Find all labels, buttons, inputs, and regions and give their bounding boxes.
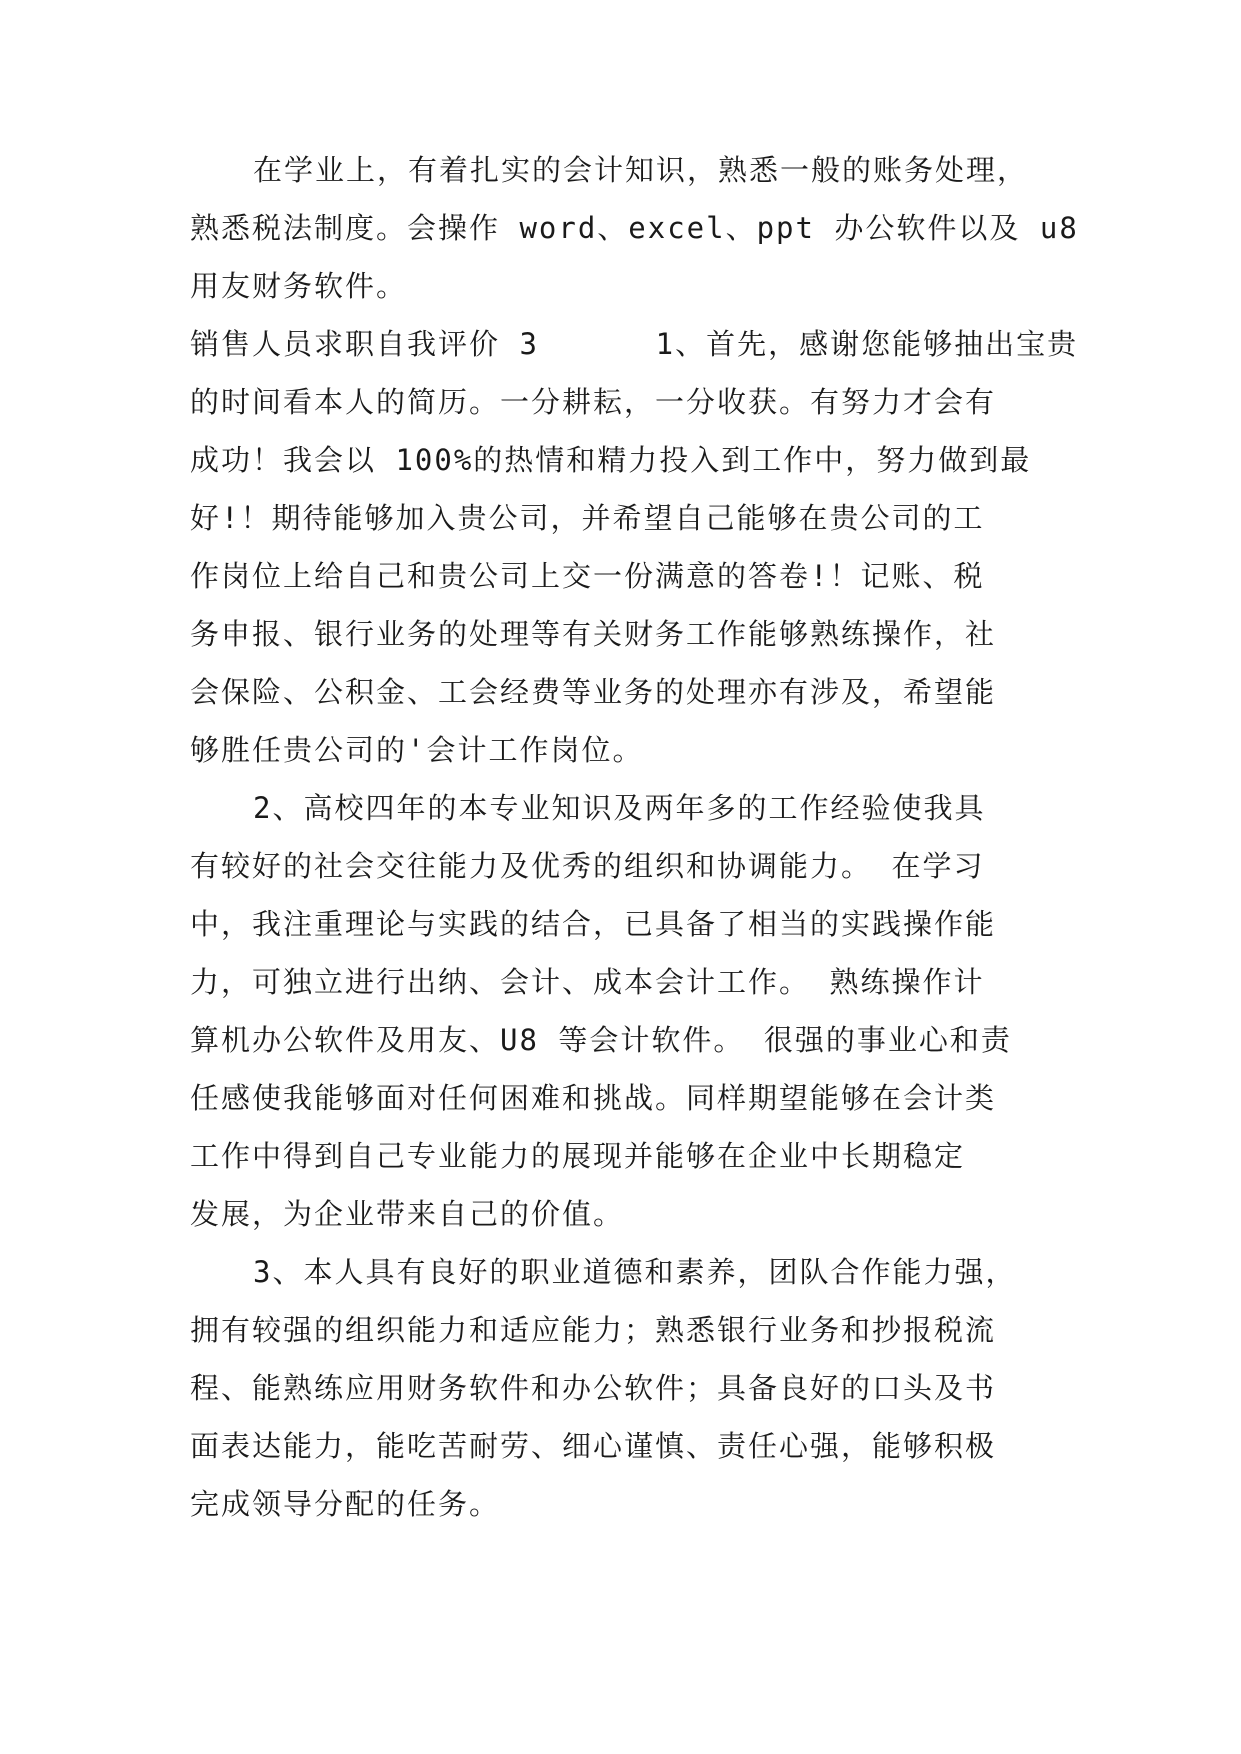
text-line: 算机办公软件及用友、U8 等会计软件。 很强的事业心和责: [190, 1023, 1012, 1057]
text-line: 销售人员求职自我评价 3 1、首先，感谢您能够抽出宝贵: [190, 327, 1079, 361]
text-line: 发展，为企业带来自己的价值。: [190, 1197, 625, 1231]
text-line: 够胜任贵公司的'会计工作岗位。: [190, 733, 644, 767]
text-line: 程、能熟练应用财务软件和办公软件；具备良好的口头及书: [190, 1371, 997, 1405]
text-line: 的时间看本人的简历。一分耕耘，一分收获。有努力才会有: [190, 385, 997, 419]
text-line: 用友财务软件。: [190, 269, 408, 303]
text-line: 2、高校四年的本专业知识及两年多的工作经验使我具: [253, 791, 986, 825]
text-line: 会保险、公积金、工会经费等业务的处理亦有涉及，希望能: [190, 675, 997, 709]
text-line: 完成领导分配的任务。: [190, 1487, 501, 1521]
text-line: 3、本人具有良好的职业道德和素养，团队合作能力强，: [253, 1255, 1017, 1289]
text-line: 中，我注重理论与实践的结合，已具备了相当的实践操作能: [190, 907, 997, 941]
text-line: 成功！我会以 100%的热情和精力投入到工作中，努力做到最: [190, 443, 1032, 477]
text-line: 务申报、银行业务的处理等有关财务工作能够熟练操作，社: [190, 617, 997, 651]
text-line: 好!！期待能够加入贵公司，并希望自己能够在贵公司的工: [190, 501, 985, 535]
text-line: 拥有较强的组织能力和适应能力；熟悉银行业务和抄报税流: [190, 1313, 997, 1347]
text-line: 面表达能力，能吃苦耐劳、细心谨慎、责任心强，能够积极: [190, 1429, 997, 1463]
text-line: 在学业上，有着扎实的会计知识，熟悉一般的账务处理，: [253, 153, 1029, 187]
text-line: 熟悉税法制度。会操作 word、excel、ppt 办公软件以及 u8: [190, 211, 1079, 245]
text-line: 作岗位上给自己和贵公司上交一份满意的答卷!！记账、税: [190, 559, 985, 593]
text-line: 力，可独立进行出纳、会计、成本会计工作。 熟练操作计: [190, 965, 985, 999]
text-line: 任感使我能够面对任何困难和挑战。同样期望能够在会计类: [190, 1081, 997, 1115]
text-line: 工作中得到自己专业能力的展现并能够在企业中长期稳定: [190, 1139, 966, 1173]
text-line: 有较好的社会交往能力及优秀的组织和协调能力。 在学习: [190, 849, 985, 883]
